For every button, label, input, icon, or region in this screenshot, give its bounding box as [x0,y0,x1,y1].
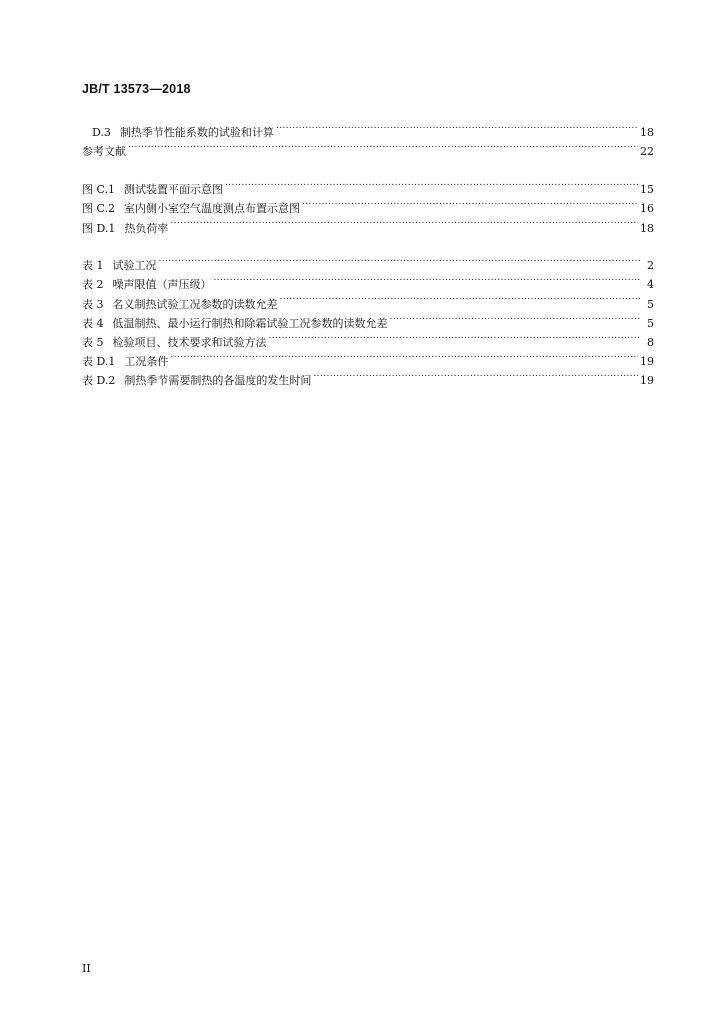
leader-dots [159,250,641,269]
toc-entry-page: 19 [640,374,654,388]
toc-section-figures [82,174,654,235]
toc-entry-page: 18 [640,126,654,140]
toc-entry-number: 表 1 [82,259,104,273]
toc-entry-table[interactable] [82,269,654,292]
leader-dots [128,136,638,155]
toc-entry-page: 5 [647,316,654,330]
leader-dots [276,117,638,136]
toc-entry-number: 图 C.2 [82,202,116,216]
toc-entry-title: 低温制热、最小运行制热和除霜试验工况参数的读数允差 [112,316,388,330]
page-number: II [82,962,91,975]
toc-entry-title: 名义制热试验工况参数的读数允差 [112,297,278,311]
toc-entry-title: 噪声限值（声压级） [112,278,212,292]
toc-section-appendix [82,117,654,159]
toc-entry-references[interactable] [82,136,654,159]
toc-entry-title: 测试装置平面示意图 [124,183,224,197]
toc-entry-title: 试验工况 [112,259,157,273]
toc-entry-page: 4 [647,278,654,292]
document-code: JB/T 13573—2018 [82,82,191,96]
toc-entry-figure[interactable] [82,174,654,197]
toc-entry-page: 18 [640,221,654,235]
toc-entry-number: 图 C.1 [82,183,116,197]
leader-dots [214,269,641,288]
toc-entry-number: 图 D.1 [82,221,116,235]
toc-entry-title: 热负荷率 [124,221,169,235]
toc-entry-page: 22 [640,145,654,159]
toc-entry-page: 8 [647,335,654,349]
toc-entry-number: 表 D.2 [82,374,116,388]
toc-entry-number: 表 4 [82,316,104,330]
leader-dots [313,365,638,384]
toc-entry-title: 制热季节需要制热的各温度的发生时间 [124,374,312,388]
toc-entry-page: 2 [647,259,654,273]
toc-entry-number: 表 D.1 [82,355,116,369]
leader-dots [302,193,638,212]
toc-entry-title: 参考文献 [82,145,126,159]
toc-entry-page: 15 [640,183,654,197]
toc-entry-title: 工况条件 [124,355,169,369]
toc-entry-number: D.3 [92,126,111,140]
leader-dots [390,308,641,327]
toc-entry-d3[interactable] [82,117,654,140]
toc-entry-table[interactable] [82,250,654,273]
leader-dots [170,346,638,365]
toc-entry-number: 表 2 [82,278,104,292]
toc-entry-number: 表 5 [82,335,104,349]
toc-entry-title: 检验项目、技术要求和试验方法 [112,335,267,349]
toc-entry-page: 16 [640,202,654,216]
leader-dots [269,327,641,346]
toc-entry-title: 制热季节性能系数的试验和计算 [119,126,274,140]
toc-entry-page: 5 [647,297,654,311]
leader-dots [280,288,641,307]
toc-entry-number: 表 3 [82,297,104,311]
leader-dots [170,212,638,231]
toc-entry-page: 19 [640,355,654,369]
toc-entry-title: 室内侧小室空气温度测点布置示意图 [124,202,301,216]
leader-dots [225,174,638,193]
toc-section-tables [82,250,654,388]
